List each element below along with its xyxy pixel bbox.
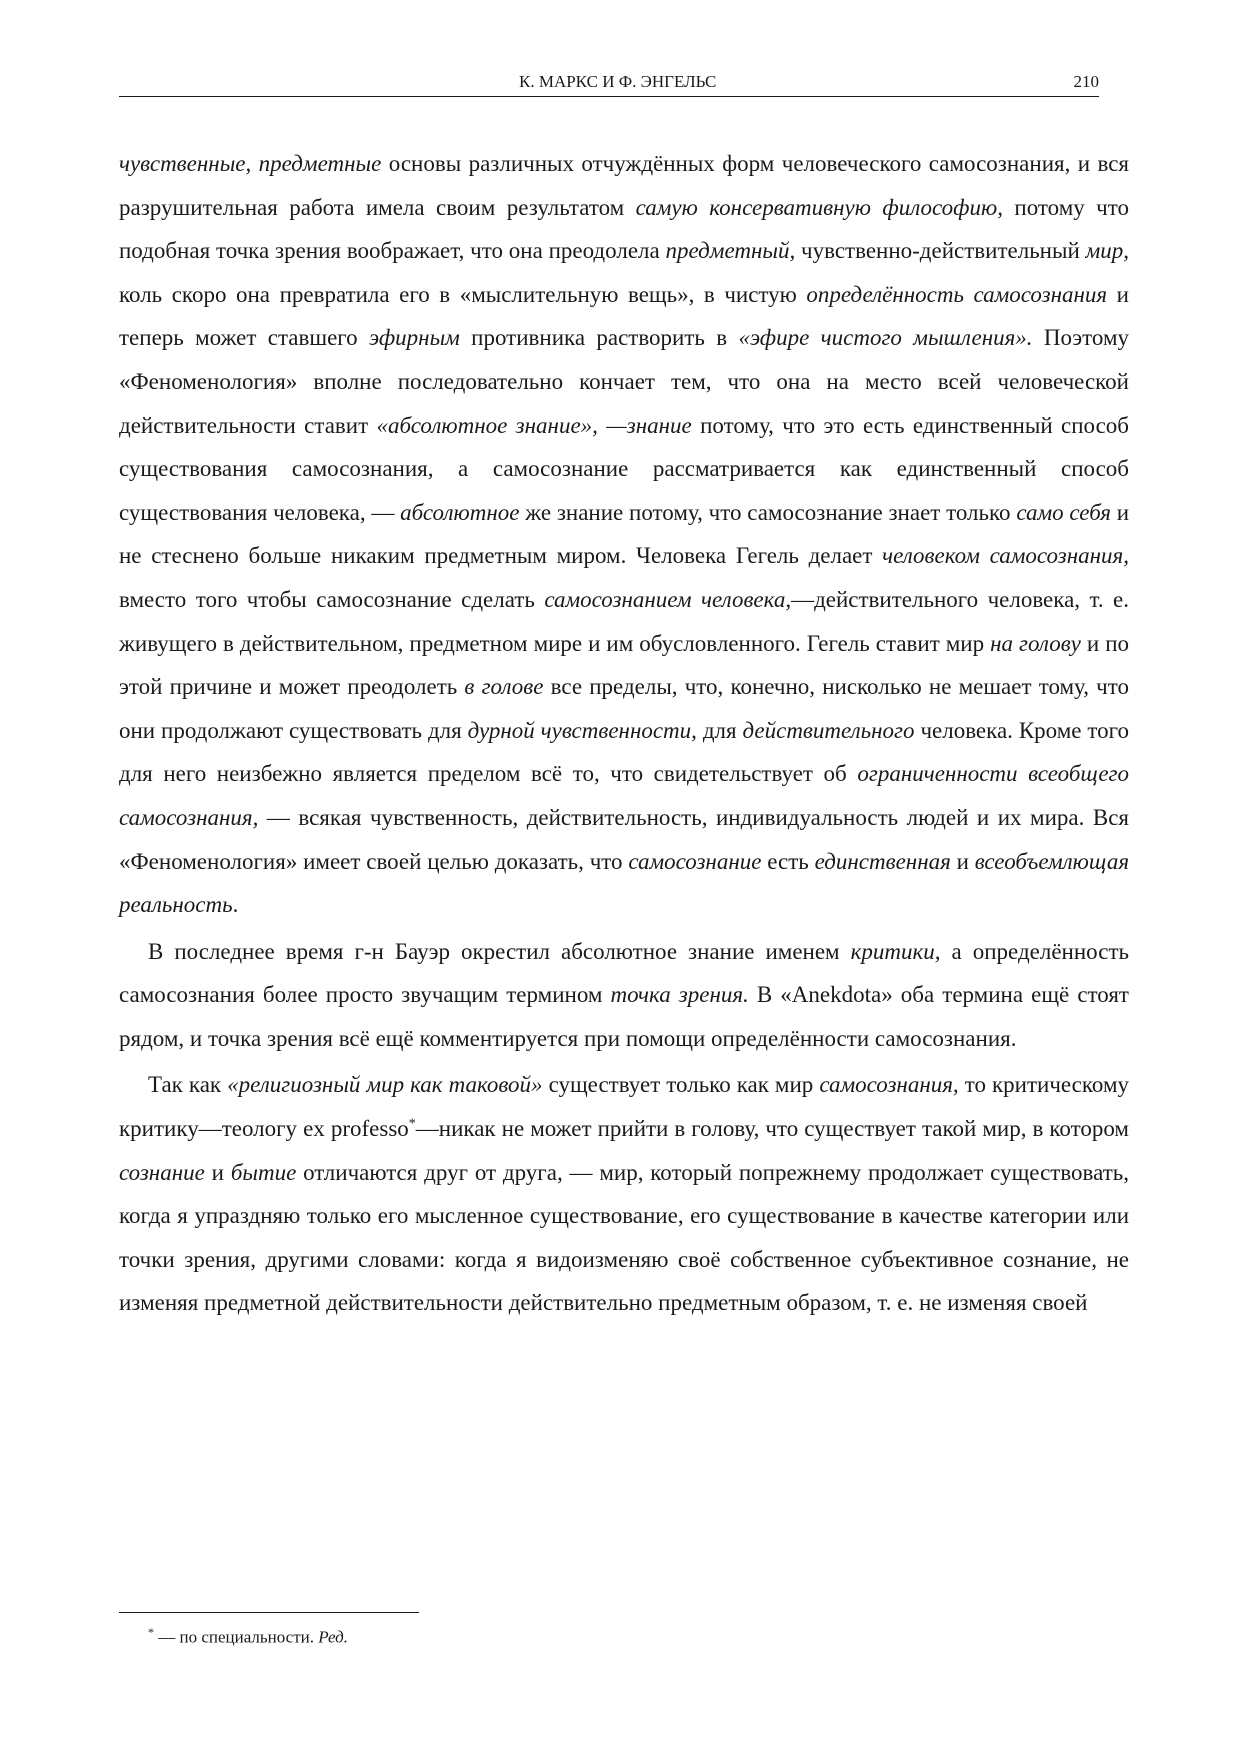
body-text-run: существует только как мир — [542, 1072, 820, 1098]
body-text-run: В «Anekdota» оба термина ещё стоят рядом, и точка зрения всё ещё комментируется при помощи определённости самосознания. — [119, 982, 1129, 1051]
body-text-run: отличаются друг от друга, — мир, который попрежнему продолжает существовать, когда я упраздняю только его мысленное существование, его существование в качестве категории или точки зрения, другими словами: когда я видоизменяю своё собственное субъективное сознание, не изменяя предметной действительности действительно предметным образом, т. е. не изменяя своей — [119, 1159, 1129, 1316]
body-text-run: же знание потому, что самосознание знает только — [519, 499, 1017, 525]
footnote-separator — [119, 1612, 419, 1613]
emphasis-text: самосознания, — [819, 1072, 959, 1098]
emphasis-text: всеобъемлющая реальность — [119, 848, 1130, 918]
body-text-run: то критическому критику—теологу ex professo — [119, 1072, 1129, 1142]
emphasis-text: «религиозный мир как таковой» — [227, 1072, 543, 1098]
footnote-text: — по специальности. — [154, 1627, 319, 1647]
body-text-run: а определённость самосознания более просто звучащим термином — [119, 938, 1129, 1008]
body-text-run: и по этой причине и может преодолеть — [119, 630, 1129, 700]
body-text-run: и не стеснено больше никаким предметным миром. Человека Гегель делает — [119, 499, 1129, 569]
body-text-run: основы различных отчуждённых форм человеческого самосознания, и вся разрушительная работа имела своим результатом — [119, 151, 1130, 220]
footnote-reference: * — [408, 1116, 416, 1132]
body-text-run: —никак не может прийти в голову, что существует такой мир, в котором — [415, 1116, 1129, 1142]
body-text-run: В последнее время г-н Бауэр окрестил абсолютное знание именем — [148, 938, 851, 964]
emphasis-text: сознание — [119, 1159, 205, 1185]
footnote — [148, 1620, 348, 1650]
body-text-run: чувственно-действительный — [795, 238, 1086, 264]
emphasis-text: «абсолютное знание», —знание — [376, 412, 692, 438]
emphasis-text: определённость самосознания — [806, 281, 1108, 307]
body-text-run: есть — [761, 848, 815, 874]
emphasis-text: единственная — [814, 848, 951, 874]
body-text-run: — всякая чувственность, действительность, индивидуальность людей и их мира. Вся «Феноменология» имеет своей целью доказать, что — [119, 804, 1129, 874]
footnote-source: Ред. — [318, 1627, 349, 1647]
footnote-marker: * — [148, 1625, 154, 1639]
body-text — [119, 142, 1129, 1325]
paragraph-2 — [119, 930, 1129, 1061]
running-header — [119, 70, 1099, 97]
emphasis-text: самую консервативную философию, — [635, 194, 1003, 220]
emphasis-text: действительного — [742, 717, 915, 743]
page-number: 210 — [1073, 72, 1099, 91]
body-text-run: все пределы, что, конечно, нисколько не мешает тому, что они продолжают существовать для — [119, 674, 1129, 743]
emphasis-text: точка зрения. — [610, 982, 749, 1008]
emphasis-text: на голову — [990, 630, 1081, 656]
body-text-run: потому что подобная точка зрения воображает, что она преодолела — [119, 194, 1129, 264]
emphasis-text: мир, — [1085, 238, 1129, 264]
emphasis-text: человеком самосознания, — [882, 543, 1129, 569]
running-title: К. МАРКС И Ф. ЭНГЕЛЬС — [519, 72, 717, 91]
emphasis-text: бытие — [230, 1159, 297, 1185]
emphasis-text: дурной чувственности, — [467, 717, 697, 743]
body-text-run: вместо того чтобы самосознание сделать — [119, 586, 545, 612]
body-text-run: для — [696, 717, 743, 743]
emphasis-text: критики, — [850, 938, 941, 964]
emphasis-text: самосознанием человека, — [544, 586, 792, 612]
body-text-run: человека. Кроме того для него неизбежно является пределом всё то, что свидетельствует об — [119, 717, 1129, 787]
body-text-run: Так как — [148, 1072, 228, 1098]
body-text-run: Поэтому «Феноменология» вполне последовательно кончает тем, что она на место всей человеческой действительности ставит — [119, 325, 1130, 438]
emphasis-text: предметный, — [665, 238, 796, 264]
emphasis-text: чувственные, предметные — [119, 151, 382, 176]
emphasis-text: само себя — [1016, 499, 1111, 525]
emphasis-text: эфирным — [369, 325, 460, 351]
paragraph-1 — [119, 142, 1129, 927]
body-text-run: . — [232, 892, 239, 918]
body-text-run: противника растворить в — [459, 325, 739, 351]
emphasis-text: «эфире чистого мышления». — [738, 325, 1033, 351]
emphasis-text: самосознание — [628, 848, 762, 874]
body-text-run: коль скоро она превратила его в «мыслительную вещь», в чистую — [119, 281, 807, 307]
emphasis-text: абсолютное — [400, 499, 520, 525]
emphasis-text: в голове — [464, 674, 544, 700]
body-text-run: и — [950, 848, 975, 874]
paragraph-3 — [119, 1063, 1129, 1325]
emphasis-text: ограниченности всеобщего самосознания, — [119, 761, 1129, 830]
body-text-run: потому, что это есть единственный способ существования самосознания, а самосознание рассматривается как единственный способ существования человека, — — [119, 412, 1129, 525]
body-text-run: —действительного человека, т. е. живущего в действительном, предметном мире и им обусловленного. Гегель ставит мир — [119, 586, 1129, 656]
body-text-run: и — [204, 1159, 231, 1185]
body-text-run: и теперь может ставшего — [119, 281, 1129, 351]
